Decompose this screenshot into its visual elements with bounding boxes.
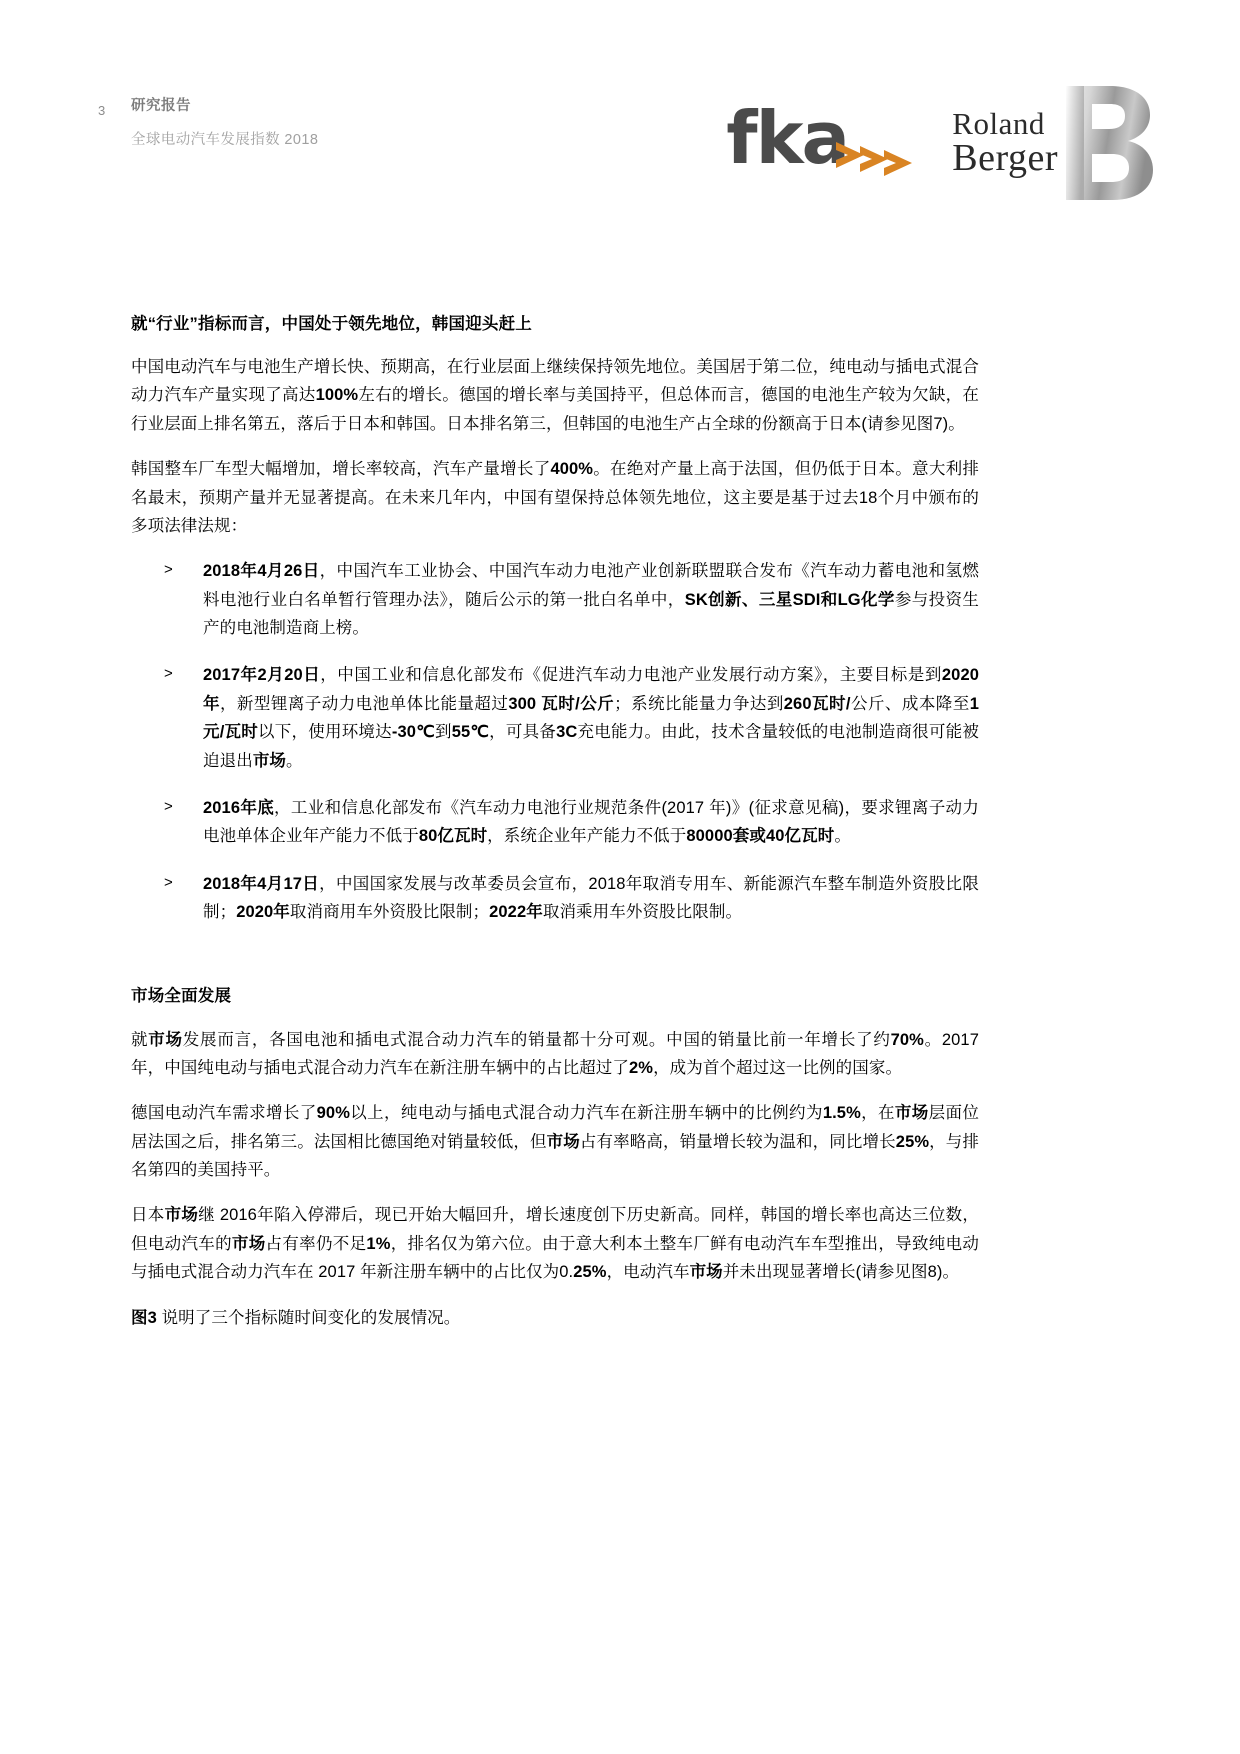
bullet-marker-icon: > bbox=[164, 873, 173, 891]
list-item bbox=[131, 870, 979, 927]
fka-logo-wordmark: fka bbox=[726, 96, 849, 180]
section-heading-market: 市场全面发展 bbox=[131, 987, 232, 1006]
bullet-list-regulations bbox=[131, 557, 979, 926]
paragraph: 德国电动汽车需求增长了90%以上，纯电动与插电式混合动力汽车在新注册车辆中的比例约为1.5%，在市场层面位居法国之后，排名第三。法国相比德国绝对销量较低，但市场占有率略高，销量增长较为温和，同比增长25%，与排名第四的美国持平。 bbox=[131, 1104, 980, 1180]
list-item bbox=[131, 661, 979, 775]
paragraph: 图3 说明了三个指标随时间变化的发展情况。 bbox=[131, 1308, 461, 1327]
roland-berger-logo bbox=[952, 84, 1154, 202]
report-type-label: 研究报告 bbox=[131, 98, 191, 114]
fka-chevron-icon bbox=[834, 140, 916, 189]
report-title-label: 全球电动汽车发展指数 2018 bbox=[131, 131, 319, 148]
paragraph: 就市场发展而言，各国电池和插电式混合动力汽车的销量都十分可观。中国的销量比前一年增长了约70%。2017 年，中国纯电动与插电式混合动力汽车在新注册车辆中的占比超过了2%，成为首个超过这一比例的国家。 bbox=[131, 1030, 979, 1077]
list-item bbox=[131, 794, 979, 851]
list-item-text: 2018年4月26日，中国汽车工业协会、中国汽车动力电池产业创新联盟联合发布《汽车动力蓄电池和氢燃料电池行业白名单暂行管理办法》，随后公示的第一批白名单中，SK创新、三星SDI和LG化学参与投资生产的电池制造商上榜。 bbox=[203, 562, 979, 638]
list-item-text: 2018年4月17日，中国国家发展与改革委员会宣布，2018年取消专用车、新能源汽车整车制造外资股比限制；2020年取消商用车外资股比限制；2022年取消乘用车外资股比限制。 bbox=[203, 874, 979, 922]
logo-group bbox=[726, 78, 1154, 208]
bullet-marker-icon: > bbox=[164, 561, 173, 579]
section-spacer bbox=[131, 945, 979, 985]
list-item bbox=[131, 557, 979, 642]
bullet-marker-icon: > bbox=[164, 797, 173, 815]
roland-berger-b-icon bbox=[1062, 84, 1154, 202]
page-number: 3 bbox=[98, 103, 106, 118]
list-item-text: 2016年底，工业和信息化部发布《汽车动力电池行业规范条件(2017 年)》(征求意见稿)，要求锂离子动力电池单体企业年产能力不低于80亿瓦时，系统企业年产能力不低于80000套或40亿瓦时。 bbox=[203, 798, 980, 846]
header-text-block bbox=[131, 96, 318, 150]
roland-berger-line2: Berger bbox=[952, 137, 1058, 180]
list-item-text: 2017年2月20日，中国工业和信息化部发布《促进汽车动力电池产业发展行动方案》，主要目标是到2020年，新型锂离子动力电池单体比能量超过300 瓦时/公斤；系统比能量力争达到260瓦时/公斤、成本降至1元/瓦时以下，使用环境达-30℃到55℃，可具备3C充电能力。由此，技术含量较低的电池制造商很可能被迫退出市场。 bbox=[203, 666, 979, 770]
roland-berger-wordmark bbox=[952, 105, 1058, 180]
document-body bbox=[131, 313, 979, 1332]
paragraph: 中国电动汽车与电池生产增长快、预期高，在行业层面上继续保持领先地位。美国居于第二位，纯电动与插电式混合动力汽车产量实现了高达100%左右的增长。德国的增长率与美国持平，但总体而言，德国的电池生产较为欠缺，在行业层面上排名第五，落后于日本和韩国。日本排名第三，但韩国的电池生产占全球的份额高于日本(请参见图7)。 bbox=[131, 358, 979, 433]
fka-logo bbox=[726, 96, 916, 186]
section-heading-industry: 就“行业”指标而言，中国处于领先地位，韩国迎头赶上 bbox=[131, 315, 532, 333]
paragraph: 日本市场继 2016年陷入停滞后，现已开始大幅回升，增长速度创下历史新高。同样，韩国的增长率也高达三位数，但电动汽车的市场占有率仍不足1%，排名仅为第六位。由于意大利本土整车厂鲜有电动汽车车型推出，导致纯电动与插电式混合动力汽车在 2017 年新注册车辆中的占比仅为0.25%，电动汽车市场并未出现显著增长(请参见图8)。 bbox=[131, 1206, 980, 1282]
roland-berger-line1: Roland bbox=[952, 105, 1045, 141]
bullet-marker-icon: > bbox=[164, 665, 173, 683]
page-header bbox=[0, 96, 1240, 216]
paragraph: 韩国整车厂车型大幅增加，增长率较高，汽车产量增长了400%。在绝对产量上高于法国，但仍低于日本。意大利排名最末，预期产量并无显著提高。在未来几年内，中国有望保持总体领先地位，这主要是基于过去18个月中颁布的多项法律法规： bbox=[131, 460, 979, 535]
